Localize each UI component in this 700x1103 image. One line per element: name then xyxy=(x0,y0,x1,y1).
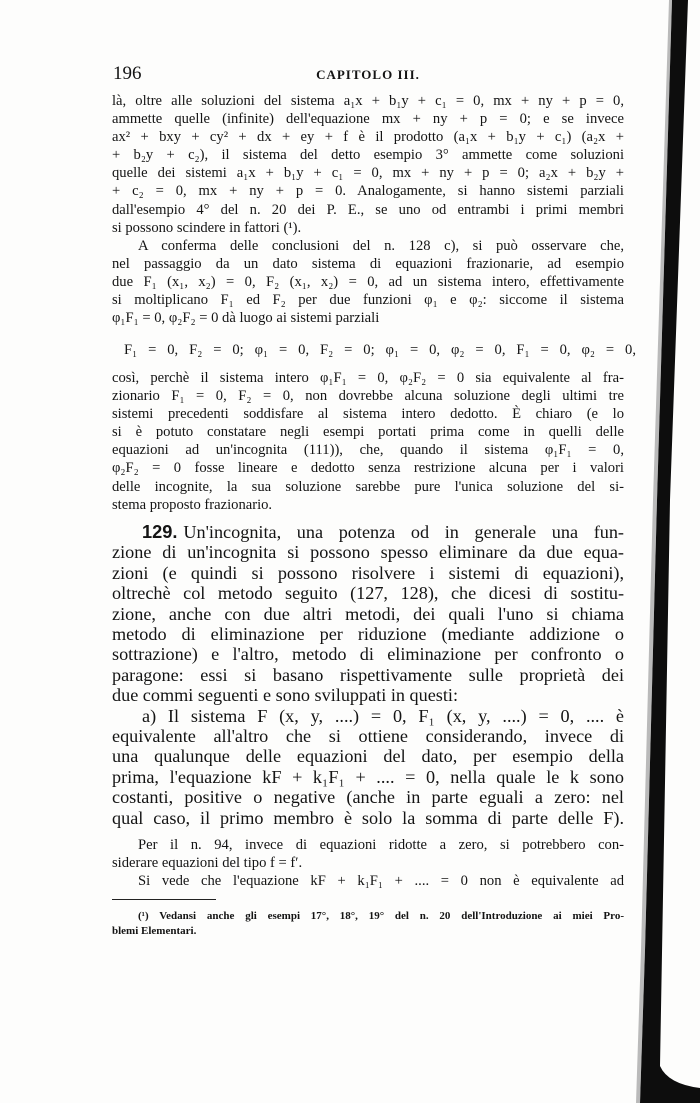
text-line: + c₂ = 0, mx + ny + p = 0. Analogamente, si hanno sistemi parziali xyxy=(112,183,624,200)
text-line: paragone: essi si basano rispettivamente sulle proprietà dei xyxy=(112,664,624,685)
text-line: così, perchè il sistema intero φ₁F₁ = 0, φ₂F₂ = 0 sia equivalente al fra- xyxy=(112,370,624,386)
text-line: A conferma delle conclusioni del n. 128 c), si può osservare che, xyxy=(138,237,624,254)
text-line: metodo di eliminazione per riduzione (mediante addizione o xyxy=(112,624,624,645)
text-line: zione di un'incognita si possono spesso eliminare da due equa- xyxy=(112,542,624,563)
text-line: nel passaggio da un dato sistema di equazioni frazionarie, ad esempio xyxy=(112,255,624,272)
text-line: (¹) Vedansi anche gli esempi 17°, 18°, 19° del n. 20 dell'Introduzione ai miei Pro- xyxy=(138,910,624,922)
text-line: equazioni ad un'incognita (111)), che, quando il sistema φ₁F₁ = 0, xyxy=(112,442,624,459)
text-line: zione, anche con due altri metodi, dei quali l'uno si chiama xyxy=(112,603,624,624)
text-line: a) Il sistema F (x, y, ....) = 0, F₁ (x, y, ....) = 0, .... è xyxy=(142,705,624,726)
text-line: due commi seguenti e sono sviluppati in questi: xyxy=(112,685,459,706)
text-line: zionario F₁ = 0, F₂ = 0, non dovrebbe alcuna soluzione degli ultimi tre xyxy=(112,388,624,405)
running-head: CAPITOLO III. xyxy=(316,67,420,82)
text-line: zioni (e quindi si possono risolvere i sistemi di equazioni), xyxy=(112,562,624,583)
page-number: 196 xyxy=(113,63,142,84)
text-line: prima, l'equazione kF + k₁F₁ + .... = 0, nella quale le k sono xyxy=(112,766,624,787)
text-line: dall'esempio 4° del n. 20 dei P. E., se uno od entrambi i primi membri xyxy=(112,201,624,218)
text-line: ax² + bxy + cy² + dx + ey + f è il prodotto (a₁x + b₁y + c₁) (a₂x + xyxy=(112,129,624,146)
text-line: si moltiplicano F₁ ed F₂ per due funzioni φ₁ e φ₂: siccome il sistema xyxy=(112,292,624,309)
text-line: siderare equazioni del tipo f = f′. xyxy=(112,855,303,872)
text-line: φ₁F₁ = 0, φ₂F₂ = 0 dà luogo ai sistemi parziali xyxy=(112,310,380,327)
text-line: sistemi precedenti soddisfare al sistema intero dedotto. È chiaro (e lo xyxy=(112,406,624,423)
text-line: qual caso, il primo membro è solo la somma di parte delle F). xyxy=(112,807,624,828)
text-line: là, oltre alle soluzioni del sistema a₁x + b₁y + c₁ = 0, mx + ny + p = 0, xyxy=(112,93,624,109)
text-line: blemi Elementari. xyxy=(112,925,197,937)
text-line: si possono scindere in fattori (¹). xyxy=(112,219,302,236)
text-line: oltrechè col metodo seguito (127, 128), che dicesi di sostitu- xyxy=(112,583,624,604)
text-line: si è potuto constatare negli esempi portati prima come in quelli delle xyxy=(112,424,624,441)
text-line: Si vede che l'equazione kF + k₁F₁ + .... = 0 non è equivalente ad xyxy=(138,873,624,890)
text-line: una qualunque delle equazioni del dato, per esempio della xyxy=(112,746,624,767)
text-line: φ₂F₂ = 0 fosse lineare e dedotto senza restrizione alcuna per i valori xyxy=(112,460,624,477)
text-line: equivalente all'altro che si ottiene considerando, invece di xyxy=(112,726,624,747)
section-number: 129. xyxy=(142,522,178,542)
text-line: sottrazione) e l'altro, metodo di eliminazione per confronto o xyxy=(112,644,624,665)
text-line: stema proposto frazionario. xyxy=(112,496,273,513)
text-line: Per il n. 94, invece di equazioni ridotte a zero, si potrebbero con- xyxy=(138,837,624,853)
text-line-content: Un'incognita, una potenza od in generale una fun- xyxy=(183,522,624,542)
text-line: due F₁ (x₁, x₂) = 0, F₂ (x₁, x₂) = 0, ad un sistema intero, effettivamente xyxy=(112,273,624,290)
text-line: ammette quelle (infinite) dell'equazione mx + ny + p = 0; e se invece xyxy=(112,111,624,128)
text-line: quelle dei sistemi a₁x + b₁y + c₁ = 0, mx + ny + p = 0; a₂x + b₂y + xyxy=(112,165,624,182)
display-equation: F₁ = 0, F₂ = 0; φ₁ = 0, F₂ = 0; φ₁ = 0, φ₂ = 0, F₁ = 0, φ₂ = 0, xyxy=(124,342,636,358)
text-line: + b₂y + c₂), il sistema del detto esempio 3° ammette come soluzioni xyxy=(112,147,624,164)
text-line: delle incognite, la sua soluzione sarebbe pure l'unica soluzione del si- xyxy=(112,478,624,495)
text-line: costanti, positive o negative (anche in parte eguali a zero: nel xyxy=(112,787,624,808)
